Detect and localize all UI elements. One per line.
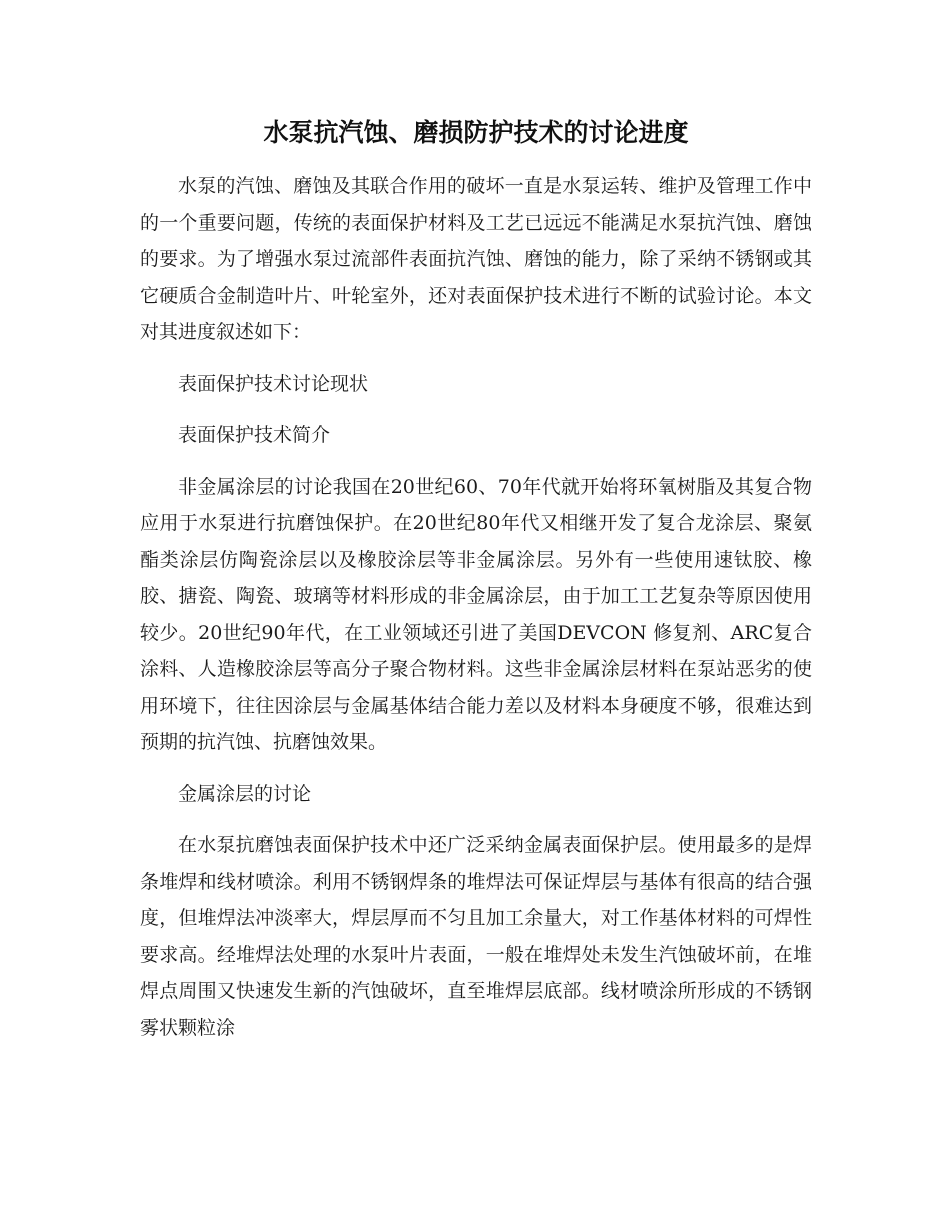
- metal-coating-paragraph: 在水泵抗磨蚀表面保护技术中还广泛采纳金属表面保护层。使用最多的是焊条堆焊和线材喷涂。利用不锈钢焊条的堆焊法可保证焊层与基体有很高的结合强度，但堆焊法冲淡率大，焊层厚而不匀且加工余量大，对工作基体材料的可焊性要求高。经堆焊法处理的水泵叶片表面，一般在堆焊处未发生汽蚀破坏前，在堆焊点周围又快速发生新的汽蚀破坏，直至堆焊层底部。线材喷涂所形成的不锈钢雾状颗粒涂: [140, 834, 812, 1039]
- spacer: [140, 812, 812, 827]
- nonmetal-coating-paragraph: 非金属涂层的讨论我国在20世纪60、70年代就开始将环氧树脂及其复合物应用于水泵进行抗磨蚀保护。在20世纪80年代又相继开发了复合龙涂层、聚氨酯类涂层仿陶瓷涂层以及橡胶涂层等非金属涂层。另外有一些使用速钛胶、橡胶、搪瓷、陶瓷、玻璃等材料形成的非金属涂层，由于加工工艺复杂等原因使用较少。20世纪90年代，在工业领域还引进了美国DEVCON 修复剂、ARC复合涂料、人造橡胶涂层等高分子聚合物材料。这些非金属涂层材料在泵站恶劣的使用环境下，往往因涂层与金属基体结合能力差以及材料本身硬度不够，很难达到预期的抗汽蚀、抗磨蚀效果。: [140, 475, 812, 753]
- section-heading-metal: 金属涂层的讨论: [178, 782, 312, 805]
- intro-paragraph: 水泵的汽蚀、磨蚀及其联合作用的破坏一直是水泵运转、维护及管理工作中的一个重要问题，传统的表面保护材料及工艺已远远不能满足水泵抗汽蚀、磨蚀的要求。为了增强水泵过流部件表面抗汽蚀、磨蚀的能力，除了采纳不锈钢或其它硬质合金制造叶片、叶轮室外，还对表面保护技术进行不断的试验讨论。本文对其进度叙述如下：: [140, 175, 812, 343]
- spacer: [140, 761, 812, 776]
- spacer: [140, 351, 812, 366]
- spacer: [140, 402, 812, 417]
- section-heading-status: 表面保护技术讨论现状: [178, 372, 369, 395]
- document-title: 水泵抗汽蚀、磨损防护技术的讨论进度: [263, 118, 689, 147]
- document-page: [140, 108, 812, 1046]
- spacer: [140, 454, 812, 469]
- section-heading-intro: 表面保护技术简介: [178, 424, 331, 446]
